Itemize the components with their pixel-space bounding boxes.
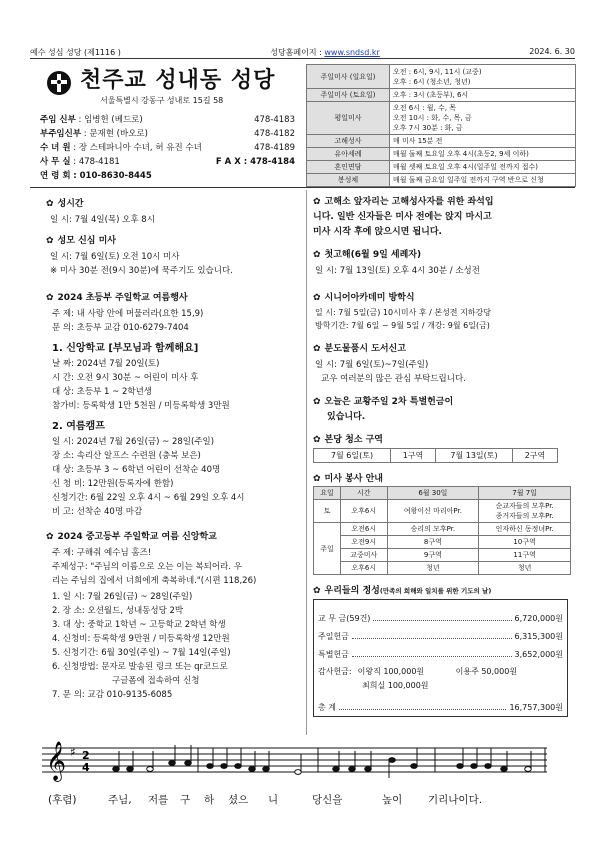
text-line: 일 시: 7월 6일(토)~7일(주일): [315, 360, 429, 370]
parish-name: 천주교 성내동 성당: [80, 68, 276, 93]
section-title: ✿ 성시간: [46, 199, 84, 209]
section-title: ✿ 첫고해(6월 9일 세례자): [313, 250, 422, 260]
cross-logo-icon: [46, 70, 72, 96]
thanks-row: 감사헌금: 이왕직 100,000원 이용주 50,000원: [318, 667, 518, 676]
notice: ✿ 고해소 앞자리는 고해성사자를 위한 좌석입: [313, 197, 494, 207]
top-bar: [30, 47, 575, 58]
mass-schedule: 주일미사 (일요일) 오전 : 6시, 9시, 11시 (교중) 오후 : 6시 (청소년, 청년) 주일미사 (토요일) 오후 : 3시 (초등부), 6시 평일미사 오전 6시 : 월, 수, 목 오전 10시 : 화, 수, 목, 금 오후 7시 30분 : 화, 금 고해성사 매 미사 15분 전 유아세례 매월 둘째 토요일 오후 4시(초등2, 9세 이하) 혼인면담 매월 셋째 토요일 오후 4시(일주일 전까지 접수) 봉성체 매월 둘째 금요일 일주일 전까지 구역 반으로 신청: [306, 64, 576, 187]
text-line: 2. 장 소: 오션월드, 성내동성당 2박: [52, 606, 184, 616]
section-title: ✿ 오늘은 교황주일 2차 특별헌금이: [313, 397, 454, 407]
staff-row: 사 무 실 : 478-4181 F A X : 478-4184: [40, 157, 295, 167]
text-line: 주제성구: "주님의 이름으로 오는 이는 복되어라. 우: [52, 562, 242, 572]
section-title: ✿ 성모 신심 미사: [46, 236, 116, 246]
text-line: 방학기간: 7월 6일 ~ 9월 5일 / 개강: 9월 6일(금): [315, 321, 490, 330]
offering-row: 주일헌금 6,315,300원: [318, 632, 563, 641]
section-title: ✿ 분도물품시 도서신고: [313, 344, 406, 354]
text-line: 구글폼에 접속하여 신청: [112, 676, 200, 686]
text-line: ※ 미사 30분 전(9시 30분)에 묵주기도 있습니다.: [50, 266, 233, 276]
text-line: 날 짜: 2024년 7월 20일(토): [52, 359, 160, 369]
staff-list: [40, 113, 295, 183]
subsection-title: 2. 여름캠프: [52, 421, 105, 432]
text-line: 장 소: 속리산 알프스 수련원 (충북 보은): [52, 451, 201, 461]
subsection-title: 1. 신앙학교 [부모님과 함께해요]: [52, 343, 199, 354]
text-line: 일 시: 7월 6일(토) 오전 10시 미사: [50, 252, 180, 262]
text-line: 신 청 비: 12만원(등록자에 한함): [52, 479, 174, 489]
sharp-icon: ♯: [70, 745, 76, 759]
text-line: 대 상: 초등부 1 ~ 2학년생: [52, 387, 152, 397]
text-line: 주 제: 구해줘 예수님 홈즈!: [52, 548, 152, 558]
homepage: 성당홈페이지 : www.sndsd.kr: [270, 48, 380, 57]
text-line: 신청기간: 6월 22일 오후 4시 ~ 6월 29일 오후 4시: [52, 493, 245, 503]
text-line: 일 시: 2024년 7월 26일(금) ~ 28일(주일): [52, 437, 215, 447]
staff-row: 연 령 회 : 010-8630-8445: [40, 171, 152, 181]
parish-address: 서울특별시 강동구 성내로 15길 58: [100, 96, 224, 105]
refrain-lyrics: (후렴) 주님, 저를 구 하 셨으 니 당신을 높이 기리나이다.: [48, 794, 483, 806]
section-title: ✿ 시니어아카데미 방학식: [313, 293, 415, 303]
text-line: 주 제: 내 사랑 안에 머물러라(요한 15,9): [52, 309, 204, 319]
text-line: 3. 대 상: 중학교 1학년 ~ 고등학교 2학년 학생: [52, 620, 226, 630]
offering-row: 교 무 금(59건) 6,720,000원: [318, 614, 563, 623]
text-line: 시 간: 오전 9시 30분 ~ 어린이 미사 후: [52, 373, 199, 383]
text-line: 참가비: 등록학생 1만 5천원 / 미등록학생 3만원: [52, 401, 230, 411]
text-line: 7. 문 의: 교감 010-9135-6085: [52, 690, 173, 700]
svg-text:4: 4: [82, 761, 90, 774]
cleaning-table: 7월 6일(토) 1구역 7월 13일(토) 2구역: [313, 448, 558, 463]
text-line: 4. 신청비: 등록학생 9만원 / 미등록학생 12만원: [52, 634, 230, 644]
text-line: 5. 신청기간: 6월 30일(주일) ~ 7월 14일(주일): [52, 648, 231, 658]
header-divider: [30, 58, 575, 59]
section-title: ✿ 2024 중고등부 주일학교 여름 신앙학교: [46, 532, 217, 542]
notice-line: 니다. 일반 신자들은 미사 전에는 앉지 마시고: [313, 212, 492, 222]
staff-row: 부주임신부 : 문재현 (바오로) 478-4182: [40, 129, 295, 139]
offering-row: 특별헌금 3,652,000원: [318, 650, 563, 659]
thanks-row: 최희실 100,000원: [362, 681, 429, 690]
total-row: 총 계 16,757,300원: [318, 703, 563, 712]
text-line: 1. 일 시: 7월 26일(금) ~ 28일(주일): [52, 592, 193, 602]
section-title: ✿ 본당 청소 구역: [313, 435, 383, 445]
staff-row: 주임 신부 : 임병헌 (베드로) 478-4183: [40, 115, 295, 125]
left-column: [46, 196, 301, 700]
text-line: 6. 신청방법: 문자로 발송된 링크 또는 qr코드로: [52, 662, 228, 672]
text-line: 있습니다.: [327, 412, 366, 422]
text-line: 비 고: 선착순 40명 마감: [52, 507, 143, 517]
offering-box: [313, 599, 568, 717]
section-divider: [30, 187, 575, 188]
text-line: 문 의: 초등부 교감 010-6279-7404: [52, 323, 189, 333]
section-title: ✿ 2024 초등부 주일학교 여름행사: [46, 293, 188, 303]
text-line: 일 시: 7월 4일(목) 오후 8시: [50, 215, 155, 225]
text-line: 일 시: 7월 13일(토) 오후 4시 30분 / 소성전: [315, 266, 480, 276]
text-line: 일 시: 7월 5일(금) 10시미사 후 / 본성전 지하강당: [315, 308, 491, 317]
music-staff: [42, 734, 552, 789]
right-column: [313, 194, 578, 717]
section-title: ✿ 우리들의 정성(만족의 희해와 일치를 위한 기도의 날): [313, 586, 492, 596]
notice-line: 미사 시작 후에 앉으시면 됩니다.: [313, 227, 442, 237]
staff-row: 수 녀 원 : 장 스테파니아 수녀, 허 유진 수녀 478-4189: [40, 143, 295, 153]
text-line: 리는 주님의 집에서 너희에게 축복하네."(시편 118,26): [52, 576, 257, 586]
treble-clef-icon: 𝄞: [46, 741, 67, 781]
text-line: 교우 여러분의 많은 관심 부탁드립니다.: [321, 374, 466, 384]
bulletin-number: 예수 성심 성당 (제1116 ): [30, 48, 121, 57]
section-title: ✿ 미사 봉사 안내: [313, 474, 383, 484]
svg-text:2: 2: [82, 749, 90, 762]
column-divider: [306, 190, 307, 735]
serve-table: 요일 시간 6월 30일 7월 7일 토 오후6시 여왕이신 마리아Pr. 순교자들의 모후Pr. 종거자들의 모후Pr. 주일 오전6시 승리의 모후Pr. 인자하신 동정녀Pr. 오전9시 8구역 10구역 교중미사 9구역 11구역 오후6시 청년 청년: [313, 486, 571, 575]
text-line: 대 상: 초등부 3 ~ 6학년 어린이 선착순 40명: [52, 465, 221, 475]
bulletin-date: 2024. 6. 30: [529, 47, 575, 56]
homepage-link[interactable]: www.sndsd.kr: [324, 48, 380, 57]
